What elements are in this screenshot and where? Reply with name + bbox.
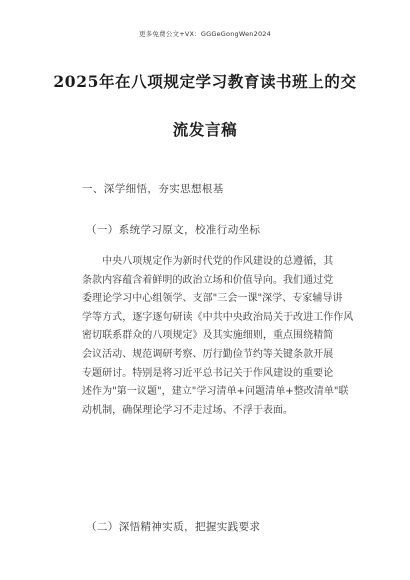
paragraph-line: 会议活动、规范调研考察、厉行勤俭节约等关键条款开展 [82,348,334,360]
paragraph-line: 述作为"第一议题"，建立"学习清单+问题清单+整改清单"联 [82,386,349,398]
paragraph-line: 条款内容蕴含着鲜明的政治立场和价值导向。我们通过党 [82,274,334,286]
section-heading-1: 一、深学细悟，夯实思想根基 [82,183,224,195]
document-title-line-1: 2025年在八项规定学习教育读书班上的交 [53,72,357,91]
document-title-line-2: 流发言稿 [172,120,238,139]
header-note: 更多免费公文+VX：GGGeGongWen2024 [139,30,271,38]
paragraph-line: 动机制，确保理论学习不走过场、不浮于表面。 [82,404,294,416]
paragraph-line: 专题研讨。特别是将习近平总书记关于作风建设的重要论 [82,367,334,379]
paragraph-line: 中央八项规定作为新时代党的作风建设的总遵循，其 [82,256,334,267]
paragraph-line: 学等方式，逐字逐句研读《中共中央政治局关于改进工作作风 [82,311,354,323]
paragraph-line: 密切联系群众的八项规定》及其实施细则，重点围绕精简 [82,330,334,342]
subsection-heading-2: （二）深悟精神实质，把握实践要求 [86,521,261,533]
paragraph-line: 委理论学习中心组领学、支部"三会一课"深学、专家辅导讲 [82,293,343,305]
body-paragraph [82,256,354,424]
subsection-heading-1: （一）系统学习原文，校准行动坐标 [86,224,261,236]
